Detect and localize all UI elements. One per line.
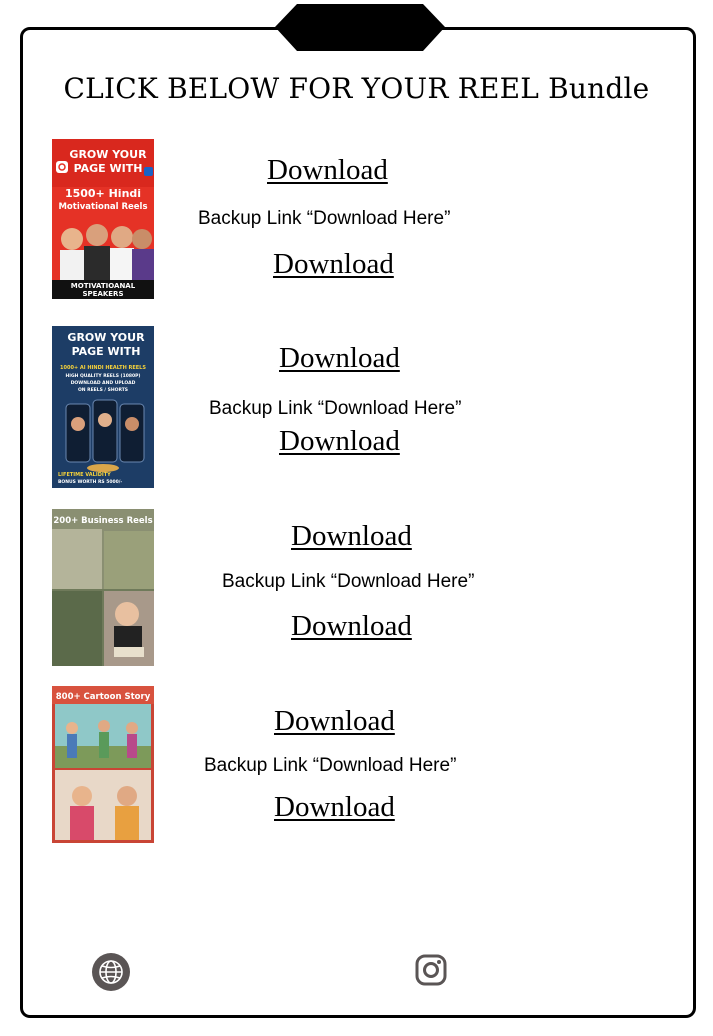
download-link[interactable]: Download	[279, 342, 400, 374]
thumb-line1: GROW YOUR	[67, 331, 145, 344]
thumb-line3: 1000+ AI HINDI HEALTH REELS	[60, 365, 146, 371]
globe-icon[interactable]	[91, 952, 131, 992]
backup-download-link[interactable]: Download	[274, 791, 395, 823]
thumb-line2: PAGE WITH	[73, 162, 143, 175]
thumb-line4: HIGH QUALITY REELS (1080P)	[65, 374, 141, 379]
backup-download-link[interactable]: Download	[279, 425, 400, 457]
bundle-thumbnail	[52, 686, 154, 843]
instagram-icon[interactable]	[414, 953, 448, 987]
backup-download-link[interactable]: Download	[273, 248, 394, 280]
download-link[interactable]: Download	[274, 705, 395, 737]
thumb-line3: 1500+ Hindi	[64, 187, 142, 200]
thumb-line2: PAGE WITH	[71, 345, 141, 358]
thumb-footer1: LIFETIME VALIDITY	[58, 472, 111, 478]
thumb-line1: 800+ Cartoon Story	[55, 692, 151, 702]
thumb-line5: DOWNLOAD AND UPLOAD	[70, 381, 136, 386]
backup-link-text: Backup Link “Download Here”	[204, 755, 457, 776]
bundle-thumbnail	[52, 509, 154, 666]
thumb-footer1: MOTIVATIOANAL	[70, 282, 136, 290]
thumb-line6: ON REELS / SHORTS	[77, 388, 129, 393]
page-title: CLICK BELOW FOR YOUR REEL Bundle	[63, 72, 650, 105]
download-link[interactable]: Download	[291, 520, 412, 552]
bundle-thumbnail	[52, 326, 154, 488]
backup-download-link[interactable]: Download	[291, 610, 412, 642]
thumb-footer2: BONUS WORTH RS 5000/-	[58, 480, 123, 485]
backup-link-text: Backup Link “Download Here”	[209, 398, 462, 419]
backup-link-text: Backup Link “Download Here”	[198, 208, 451, 229]
thumb-line4: Motivational Reels	[58, 202, 148, 212]
header-tab	[275, 4, 445, 51]
thumb-line1: 200+ Business Reels	[53, 516, 153, 526]
backup-link-text: Backup Link “Download Here”	[222, 571, 475, 592]
thumb-footer2: SPEAKERS	[82, 290, 124, 298]
thumb-line1: GROW YOUR	[69, 148, 147, 161]
download-link[interactable]: Download	[267, 154, 388, 186]
bundle-thumbnail	[52, 139, 154, 299]
